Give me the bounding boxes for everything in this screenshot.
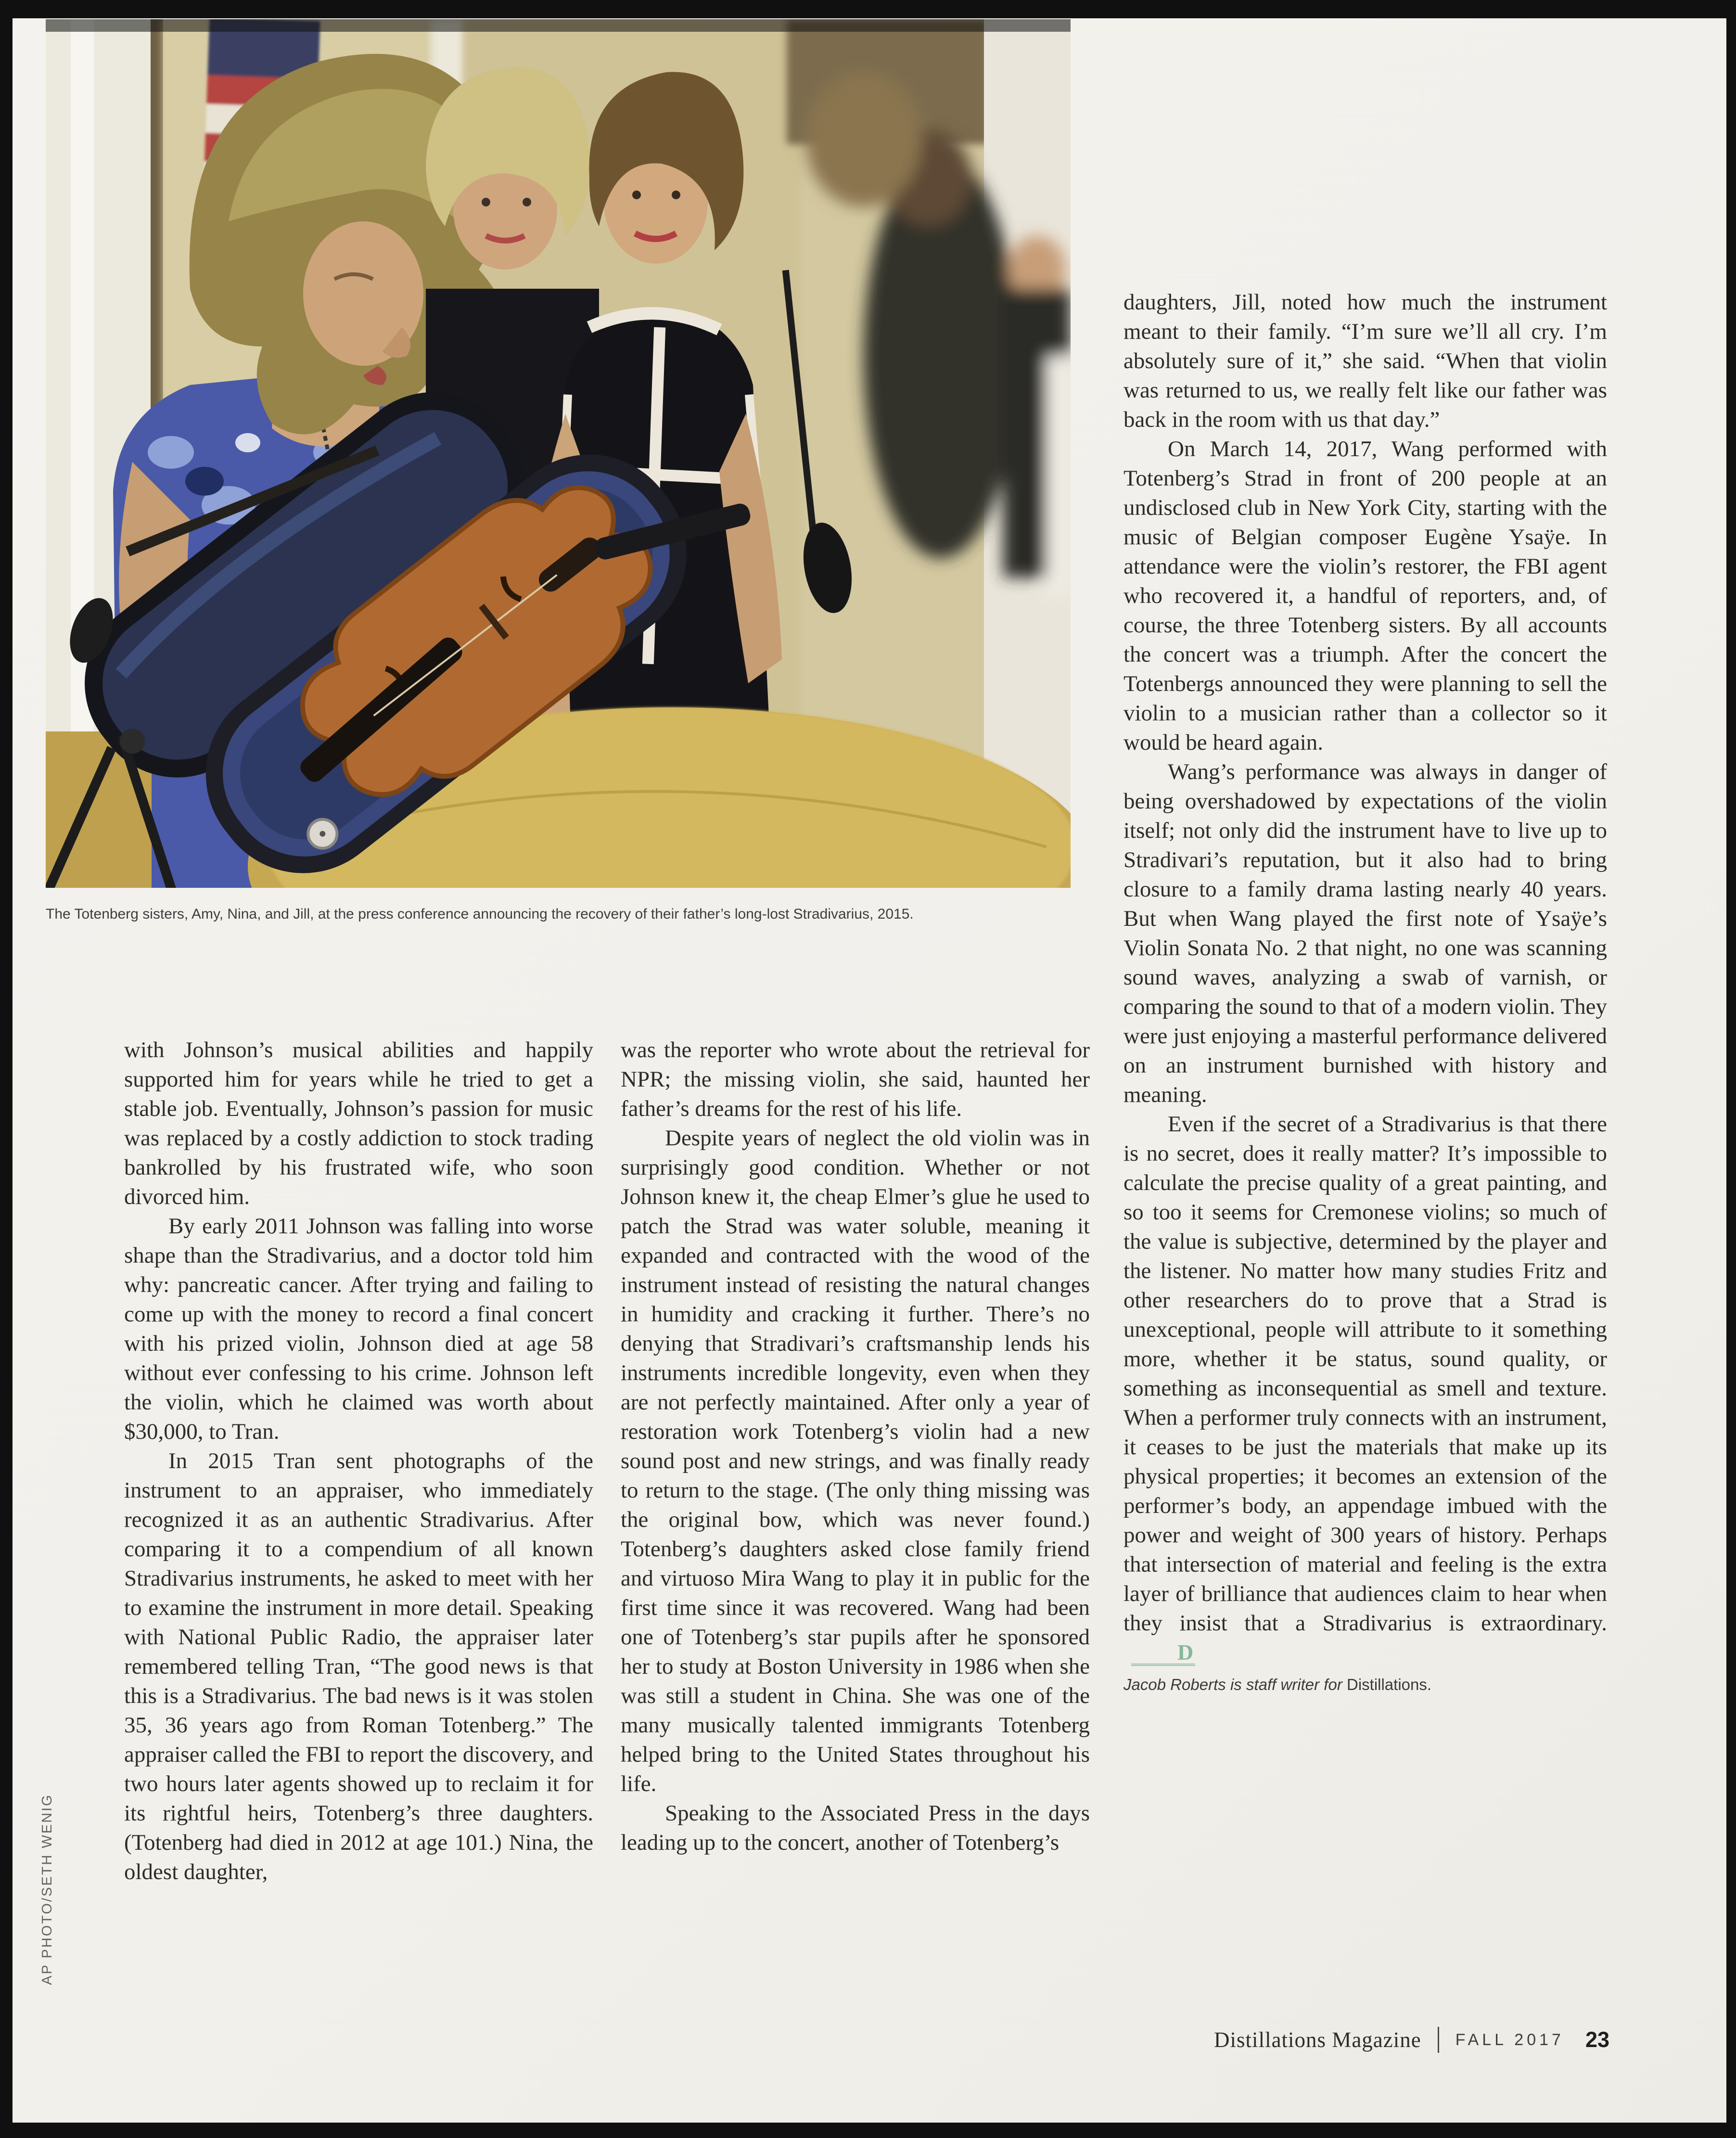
column-paragraphs — [124, 1036, 593, 1887]
article-column-1 — [124, 1036, 593, 1887]
footer-divider — [1438, 2027, 1439, 2053]
press-conference-photo — [46, 19, 1071, 888]
article-end-mark: D — [1131, 1641, 1195, 1666]
article-column-2 — [621, 1036, 1090, 1857]
photo-caption: The Totenberg sisters, Amy, Nina, and Jill, at the press conference announcing the recovery of their father’s long-lost Stradivarius, 2015. — [46, 906, 914, 922]
byline-author-text: Jacob Roberts is staff writer for — [1123, 1676, 1347, 1693]
article-paragraph: was the reporter who wrote about the retrieval for NPR; the missing violin, she said, haunted her father’s dreams for the rest of his life. — [621, 1037, 1090, 1121]
photo-credit: AP PHOTO/SETH WENIG — [39, 1793, 55, 1985]
issue-label: FALL 2017 — [1455, 2030, 1564, 2049]
column-paragraphs — [621, 1036, 1090, 1857]
page-number: 23 — [1585, 2027, 1609, 2052]
article-paragraph: By early 2011 Johnson was falling into worse shape than the Stradivarius, and a doctor told him why: pancreatic cancer. After trying and failing to come up with the money to record a final concert with his prized violin, Johnson died at age 58 without ever confessing to his crime. Johnson left the violin, which he claimed was worth about $30,000, to Tran. — [124, 1214, 593, 1444]
article-paragraph: Wang’s performance was always in danger of being overshadowed by expectations of the violin itself; not only did the instrument have to live up to Stradivari’s reputation, but it also had to bring closure to a family drama lasting nearly 40 years. But when Wang played the first note of Ysaÿe’s Violin Sonata No. 2 that night, no one was scanning sound waves, analyzing a swab of varnish, or comparing the sound to that of a modern violin. They were just enjoying a masterful performance delivered on an instrument burnished with history and meaning. — [1123, 759, 1607, 1107]
article-column-3 — [1123, 288, 1607, 1695]
photo-illustration — [46, 19, 1071, 888]
page-footer — [1214, 2027, 1609, 2053]
article-paragraph: In 2015 Tran sent photographs of the instrument to an appraiser, who immediately recognized it as an authentic Stradivarius. After comparing it to a compendium of all known Stradivarius instruments, he asked to meet with her to examine the instrument in more detail. Speaking with National Public Radio, the appraiser later remembered telling Tran, “The good news is that this is a Stradivarius. The bad news is it was stolen 35, 36 years ago from Roman Totenberg.” The appraiser called the FBI to report the discovery, and two hours later agents showed up to reclaim it for its rightful heirs, Totenberg’s three daughters. (Totenberg had died in 2012 at age 101.) Nina, the oldest daughter, — [124, 1448, 593, 1884]
author-byline — [1123, 1674, 1607, 1695]
article-paragraph: Despite years of neglect the old violin was in surprisingly good condition. Whether or not Johnson knew it, the cheap Elmer’s glue he used to patch the Strad was water soluble, meaning it expanded and contracted with the wood of the instrument instead of resisting the natural changes in humidity and cracking it further. There’s no denying that Stradivari’s craftsmanship lends his instruments incredible longevity, even when they are not perfectly maintained. After only a year of restoration work Totenberg’s violin had a new sound post and new strings, and was finally ready to return to the stage. (The only thing missing was the original bow, which was never found.) Totenberg’s daughters asked close family friend and virtuoso Mira Wang to play it in public for the first time since it was recovered. Wang had been one of Totenberg’s star pupils after he sponsored her to study at Boston University in 1986 when she was still a student in China. She was one of the many musically talented immigrants Totenberg helped bring to the United States throughout his life. — [621, 1126, 1090, 1796]
magazine-title: Distillations Magazine — [1214, 2028, 1421, 2052]
byline-magazine-name: Distillations. — [1346, 1676, 1432, 1693]
column-paragraphs — [1123, 288, 1607, 1667]
article-paragraph: with Johnson’s musical abilities and happily supported him for years while he tried to get a stable job. Eventually, Johnson’s passion for music was replaced by a costly addiction to stock trading bankrolled by his frustrated wife, who soon divorced him. — [124, 1037, 593, 1209]
article-paragraph: Even if the secret of a Stradivarius is that there is no secret, does it really matter? It’s impossible to calculate the precise quality of a great painting, and so too it seems for Cremonese violins; so much of the value is subjective, determined by the player and the listener. No matter how many studies Fritz and other researchers do to prove that a Strad is unexceptional, people will attribute to it something more, whether it be status, sound quality, or something as inconsequential as smell and texture. When a performer truly connects with an instrument, it ceases to be just the materials that make up its physical properties; it becomes an extension of the performer’s body, an appendage imbued with the power and weight of 300 years of history. Perhaps that intersection of material and feeling is the extra layer of brilliance that audiences claim to hear when they insist that a Stradivarius is extraordinary.D — [1123, 1110, 1607, 1667]
article-paragraph: On March 14, 2017, Wang performed with Totenberg’s Strad in front of 200 people at an undisclosed club in New York City, starting with the music of Belgian composer Eugène Ysaÿe. In attendance were the violin’s restorer, the FBI agent who recovered it, a handful of reporters, and, of course, the three Totenberg sisters. By all accounts the concert was a triumph. After the concert the Totenbergs announced they were planning to sell the violin to a musician rather than a collector so it would be heard again. — [1123, 436, 1607, 755]
article-paragraph: daughters, Jill, noted how much the instrument meant to their family. “I’m sure we’ll all cry. I’m absolutely sure of it,” she said. “When that violin was returned to us, we really felt like our father was back in the room with us that day.” — [1123, 290, 1607, 432]
article-paragraph: Speaking to the Associated Press in the days leading up to the concert, another of Totenberg’s — [621, 1801, 1090, 1855]
